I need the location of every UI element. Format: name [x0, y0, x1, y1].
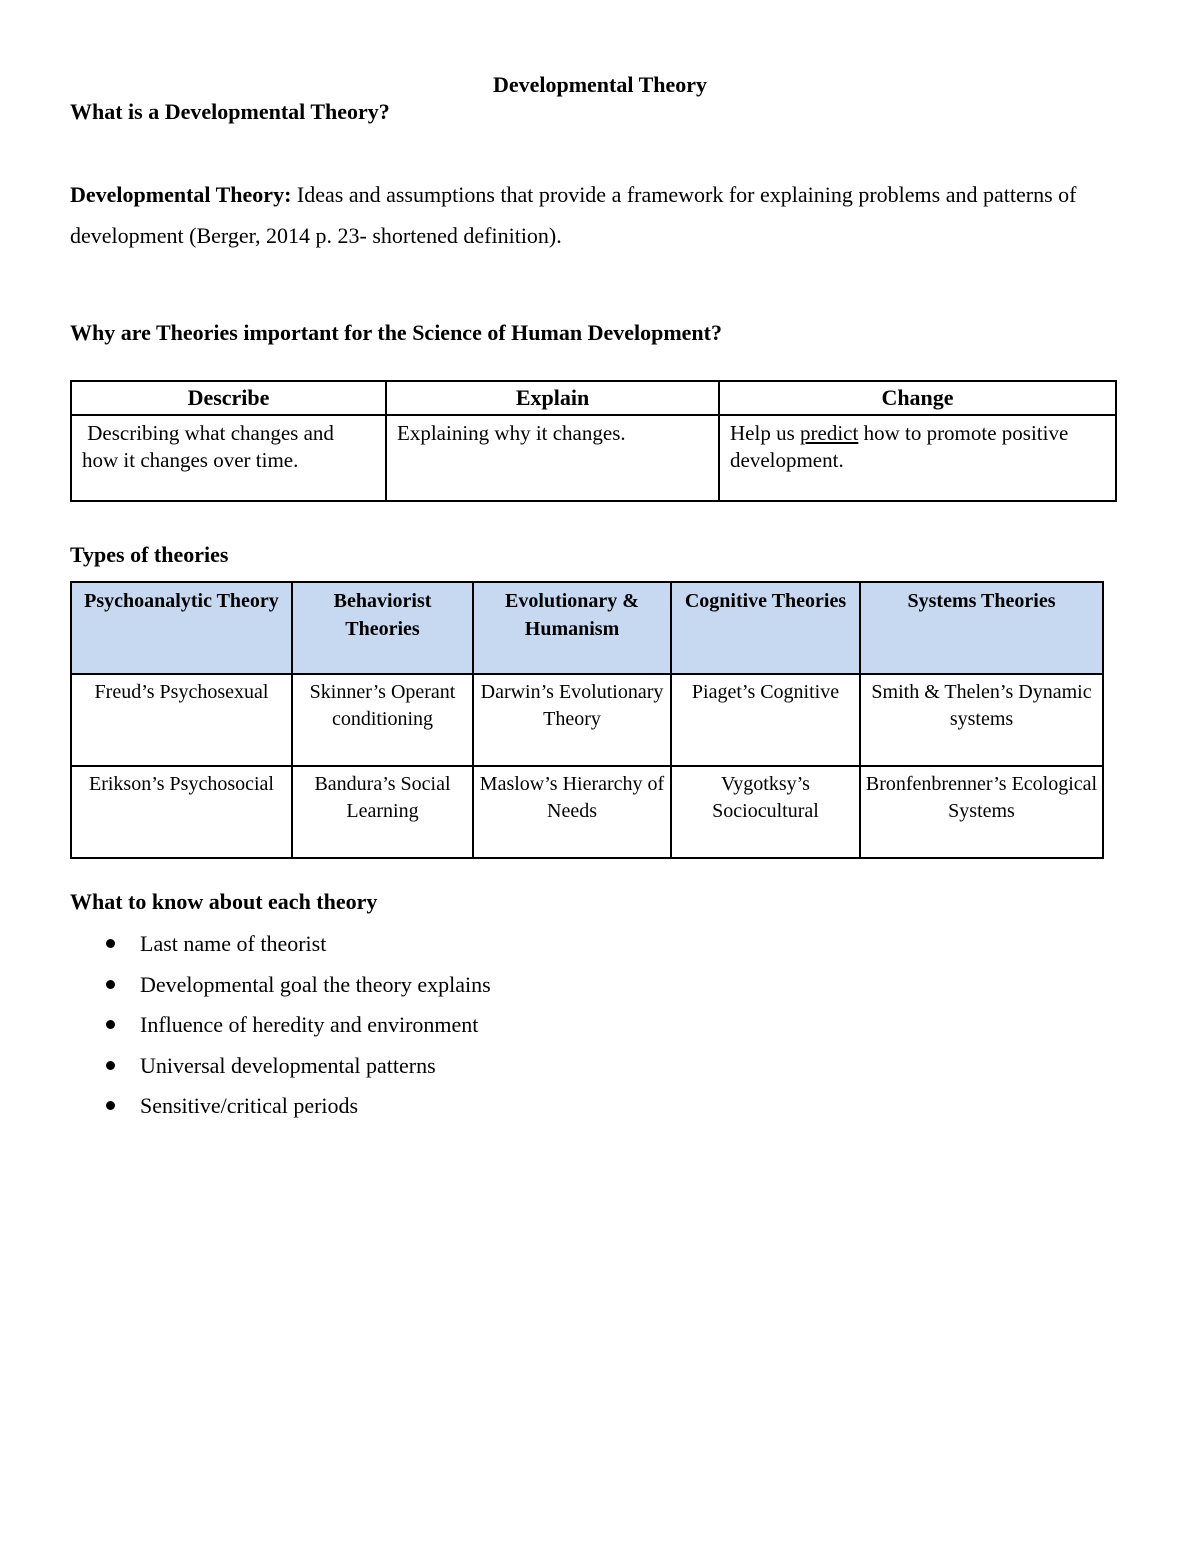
types-header-systems: Systems Theories [860, 582, 1103, 674]
types-header-psychoanalytic: Psychoanalytic Theory [71, 582, 292, 674]
purpose-header-describe: Describe [71, 381, 386, 415]
change-text-predict: predict [800, 421, 859, 445]
list-item [70, 1005, 491, 1046]
list-item [70, 924, 491, 965]
list-item-text: Developmental goal the theory explains [140, 971, 491, 997]
types-cell: Smith & Thelen’s Dynamic systems [860, 674, 1103, 766]
types-cell: Skinner’s Operant conditioning [292, 674, 473, 766]
types-cell: Freud’s Psychosexual [71, 674, 292, 766]
table-row [71, 674, 1103, 766]
list-item [70, 1046, 491, 1087]
bullet-icon [106, 1061, 115, 1070]
bullet-icon [106, 939, 115, 948]
purpose-table-row [71, 415, 1116, 501]
purpose-cell-describe: Describing what changes and how it changes over time. [71, 415, 386, 501]
heading-what-is: What is a Developmental Theory? [70, 99, 390, 124]
theory-types-table [70, 581, 1104, 859]
types-cell: Bandura’s Social Learning [292, 766, 473, 858]
list-item-text: Universal developmental patterns [140, 1052, 436, 1078]
types-cell: Darwin’s Evolutionary Theory [473, 674, 671, 766]
list-item [70, 965, 491, 1006]
theory-types-header-row [71, 582, 1103, 674]
theory-checklist [70, 924, 491, 1127]
types-header-evolutionary: Evolutionary & Humanism [473, 582, 671, 674]
definition-term: Developmental Theory: [70, 182, 292, 207]
change-text-before: Help us [730, 421, 800, 445]
definition-text: Ideas and assumptions that provide a framework for explaining problems and patterns of development (Berger, 2014 p. 23- shortened definition). [70, 182, 1077, 248]
purpose-table [70, 380, 1117, 502]
definition-paragraph [70, 174, 1140, 256]
heading-types: Types of theories [70, 542, 229, 567]
types-header-cognitive: Cognitive Theories [671, 582, 860, 674]
list-item-text: Sensitive/critical periods [140, 1093, 359, 1118]
list-item-text: Last name of theorist [140, 931, 327, 956]
bullet-icon [106, 1020, 115, 1029]
heading-what-to-know: What to know about each theory [70, 889, 378, 914]
table-row [71, 766, 1103, 858]
bullet-icon [106, 980, 115, 989]
document-title: Developmental Theory [492, 72, 708, 97]
purpose-header-change: Change [719, 381, 1116, 415]
bullet-icon [106, 1101, 115, 1110]
purpose-table-header-row [71, 381, 1116, 415]
list-item-text: Influence of heredity and environment [140, 1012, 479, 1037]
purpose-cell-change [719, 415, 1116, 501]
list-item [70, 1086, 491, 1127]
types-cell: Bronfenbrenner’s Ecological Systems [860, 766, 1103, 858]
types-cell: Maslow’s Hierarchy of Needs [473, 766, 671, 858]
purpose-cell-explain: Explaining why it changes. [386, 415, 719, 501]
types-cell: Vygotksy’s Sociocultural [671, 766, 860, 858]
types-cell: Piaget’s Cognitive [671, 674, 860, 766]
purpose-header-explain: Explain [386, 381, 719, 415]
change-text-after: how to promote positive development. [730, 421, 1069, 472]
types-header-behaviorist: Behaviorist Theories [292, 582, 473, 674]
types-cell: Erikson’s Psychosocial [71, 766, 292, 858]
heading-why-important: Why are Theories important for the Science of Human Development? [70, 320, 722, 345]
